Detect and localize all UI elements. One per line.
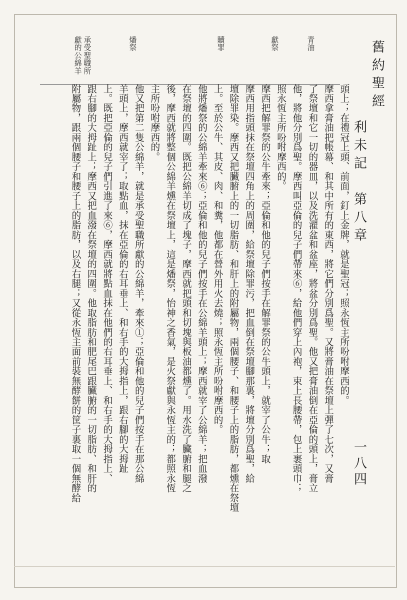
text-column: 附屬物，跟兩個腰子和腰子上的脂肪，以及右腿；又從永恆主面前裝無酵餅的筐子裏取一個無酵給 <box>69 84 81 503</box>
text-column: 他又把第二隻公綿羊，就是承受聖職所獻的公綿羊，牽來①；亞倫和他的兒子們按手在那公綿 <box>132 84 144 484</box>
text-column: 摩西把解罪祭的公牛牽來；亞倫和他的兒子們按手在解罪祭的公牛頭上，就宰了公牛；取 <box>259 84 271 464</box>
page-edge <box>14 566 395 567</box>
text-column: 跟右腳的大拇趾上；摩西又把血潑在祭壇的四圍。他取脂肪和肥尾巴跟臟腑的一切脂肪、和肝的 <box>85 84 97 494</box>
text-column: 他，將他分別爲聖。摩西叫亞倫的兒子們帶來⑥，給他們穿上內袍，束上長腰帶，包上裹頭巾； <box>290 84 302 494</box>
margin-note: 贖罪 <box>216 36 226 52</box>
text-column: 摩西拿膏油把帳幕、和其中所有的東西，將它們分別爲聖。又將膏油在祭壇上彈了七次，又膏 <box>322 84 334 484</box>
text-column: 壇除罪染。摩西又把臟腑上的一切脂肪、和肝上的附屬物，兩個腰子、和腰子上的脂肪，都燻在祭壇 <box>227 84 239 513</box>
chapter-heading: 利未記 第八章 <box>351 120 366 246</box>
text-column: 頭上；在禮冠上頭、前面，釘上金牌，就是聖冠；照永恆主所吩咐摩西的。 <box>338 84 349 406</box>
margin-note: 獻祭 <box>270 36 280 52</box>
text-column: 摩西用指頭抹在祭壇四角上的周圍，給祭壇除罪污，把血倒在祭壇腳那裏，將壇分別爲聖，給 <box>243 84 255 484</box>
text-column: 照永恆主所吩咐摩西的。 <box>274 84 286 192</box>
page-number: 一八四 <box>351 440 366 488</box>
text-column: 上。至於公牛、其皮、肉、和糞，他都在營外用火去燒；照永恆主所吩咐摩西的。 <box>211 84 223 435</box>
text-column: 了祭壇和它一切的器皿，以及洗濯盆和盆座，將盆分別爲聖。他又把膏油倒在亞倫的頭上，膏立 <box>306 84 318 494</box>
text-column: 主所吩咐摩西的。 <box>148 84 160 162</box>
text-column: 上。既把亞倫的兒子們引進了來⑥，摩西就將點血抹在他們的右耳垂上、和右手的大拇指上、 <box>101 84 113 484</box>
margin-note: 承受聖職所獻的公綿羊 <box>73 36 92 75</box>
margin-note: 燔祭 <box>128 36 138 52</box>
text-column: 後，摩西就將整個公綿羊燻在祭壇上，這是燔祭，怡神之香氣，是火祭獻與永恆主的；都照永恆 <box>164 84 176 494</box>
margin-notes <box>40 36 340 85</box>
text-column: 在祭壇的四圍。既把公綿羊切成了塊子，摩西就把頭和切塊與板油都燻了。用水洗了臟腑和腿之 <box>180 84 192 494</box>
text-column: 他將燔祭的公綿羊牽來⑥；亞倫和他的兒子們按手在公綿羊頭上；摩西就宰了公綿羊；把血潑 <box>195 84 207 484</box>
text-column: 羊頭上，摩西就宰了；取點血，抹在亞倫的右耳垂上、和右手的大拇指上，跟右腳的大拇趾 <box>116 84 128 474</box>
margin-note: 青油 <box>306 36 316 52</box>
book-title: 舊約聖經 <box>369 40 384 112</box>
scripture-text <box>50 84 350 524</box>
